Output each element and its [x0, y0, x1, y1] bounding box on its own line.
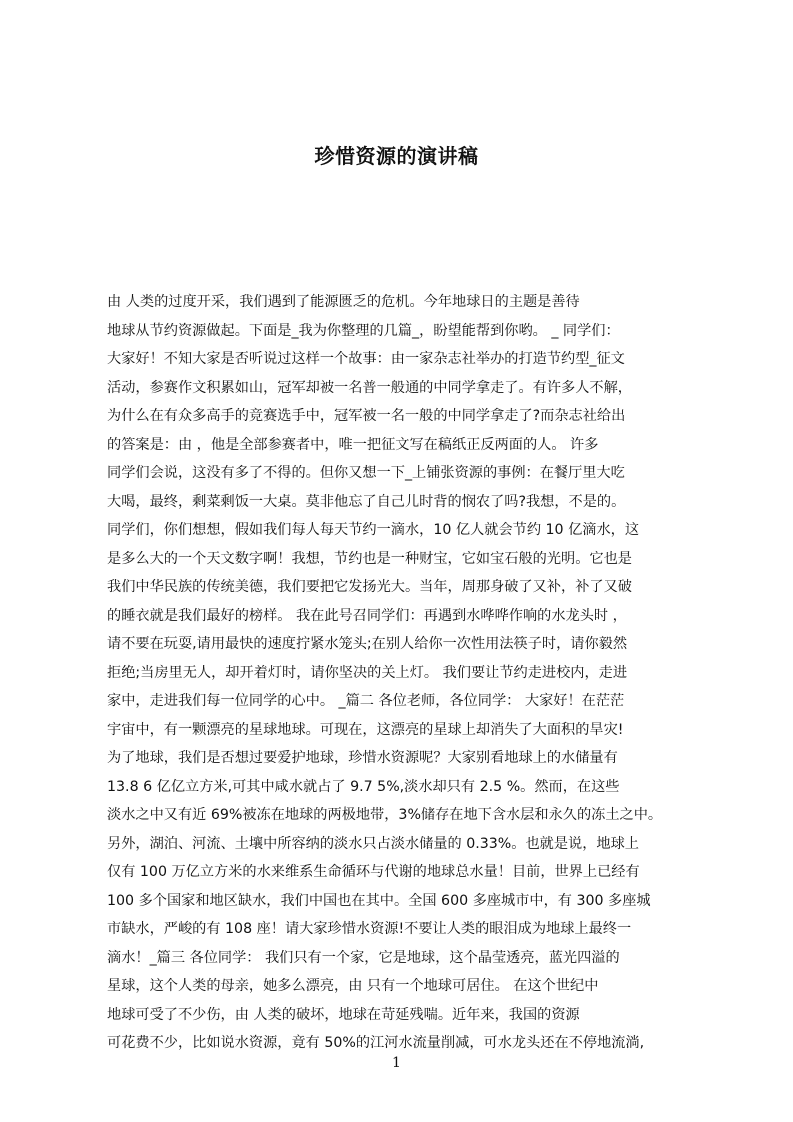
page-number: 1 — [392, 1055, 401, 1071]
document-body — [107, 288, 699, 1058]
text-line: 可花费不少，比如说水资源，竟有 50%的江河水流量削减，可水龙头还在不停地流淌, — [107, 1035, 645, 1051]
text-line: 由 人类的过度开采，我们遇到了能源匮乏的危机。今年地球日的主题是善待 — [107, 294, 580, 310]
text-line: 的答案是：由 ，他是全部参赛者中，唯一把征文写在稿纸正反两面的人。 许多 — [107, 436, 599, 453]
text-line: 滴水！_篇三 各位同学： 我们只有一个家，它是地球，这个晶莹透亮，蓝光四溢的 — [107, 949, 620, 966]
text-line: 请不要在玩耍,请用最快的速度拧紧水笼头;在别人给你一次性用法筷子时，请你毅然 — [107, 636, 628, 652]
text-line: 为了地球，我们是否想过要爱护地球，珍惜水资源呢？大家别看地球上的水储量有 — [107, 750, 618, 766]
text-line: 大家好！不知大家是否听说过这样一个故事：由一家杂志社举办的打造节约型_征文 — [107, 351, 625, 367]
text-line: 活动，参赛作文积累如山，冠军却被一名普一般通的中同学拿走了。有许多人不解， — [107, 379, 632, 396]
text-line: 的睡衣就是我们最好的榜样。 我在此号召同学们：再遇到水哗哗作响的水龙头时 ， — [107, 607, 627, 624]
text-line: 地球从节约资源做起。下面是_我为你整理的几篇_，盼望能帮到你哟。 _ 同学们： — [107, 322, 620, 339]
text-line: 宇宙中，有一颗漂亮的星球地球。可现在，这漂亮的星球上却消失了大面积的旱灾! — [107, 721, 624, 738]
text-line: 市缺水，严峻的有 108 座！请大家珍惜水资源!不要让人类的眼泪成为地球上最终一 — [107, 921, 632, 937]
text-line: 家中，走进我们每一位同学的心中。 _篇二 各位老师，各位同学： 大家好！在茫茫 — [107, 693, 625, 709]
text-line: 地球可受了不少伤，由 人类的破坏，地球在苛延残喘。近年来，我国的资源 — [107, 1006, 580, 1023]
text-line: 仅有 100 万亿立方米的水来维系生命循环与代谢的地球总水量！目前，世界上已经有 — [107, 864, 640, 880]
text-line: 是多么大的一个天文数字啊！我想，节约也是一种财宝，它如宝石般的光明。它也是 — [107, 550, 632, 567]
text-line: 100 多个国家和地区缺水，我们中国也在其中。全国 600 多座城市中，有 300 多座城 — [107, 892, 651, 909]
text-line: 同学们，你们想想，假如我们每人每天节约一滴水，10 亿人就会节约 10 亿滴水，这 — [107, 522, 640, 538]
text-line: 13.8 6 亿亿立方米,可其中咸水就占了 9.7 5%,淡水却只有 2.5 %。然而，在这些 — [107, 778, 620, 795]
text-line: 大喝，最终，剩菜剩饭一大桌。莫非他忘了自己儿时背的悯农了吗?我想，不是的。 — [107, 493, 626, 510]
text-line: 拒绝;当房里无人，却开着灯时，请你坚决的关上灯。 我们要让节约走进校内，走进 — [107, 664, 628, 681]
text-line: 为什么在有众多高手的竞赛选手中，冠军被一名一般的中同学拿走了?而杂志社给出 — [107, 408, 626, 424]
text-line: 另外，湖泊、河流、土壤中所容纳的淡水只占淡水储量的 0.33%。也就是说，地球上 — [107, 835, 639, 852]
text-line: 星球，这个人类的母亲，她多么漂亮，由 只有一个地球可居住。 在这个世纪中 — [107, 978, 599, 994]
text-line: 我们中华民族的传统美德，我们要把它发扬光大。当年，周那身破了又补，补了又破 — [107, 579, 632, 595]
document-title: 珍惜资源的演讲稿 — [314, 144, 479, 168]
text-line: 淡水之中又有近 69%被冻在地球的两极地带，3%储存在地下含水层和永久的冻土之中。 — [107, 807, 663, 823]
text-line: 同学们会说，这没有多了不得的。但你又想一下_上铺张资源的事例：在餐厅里大吃 — [107, 465, 625, 481]
